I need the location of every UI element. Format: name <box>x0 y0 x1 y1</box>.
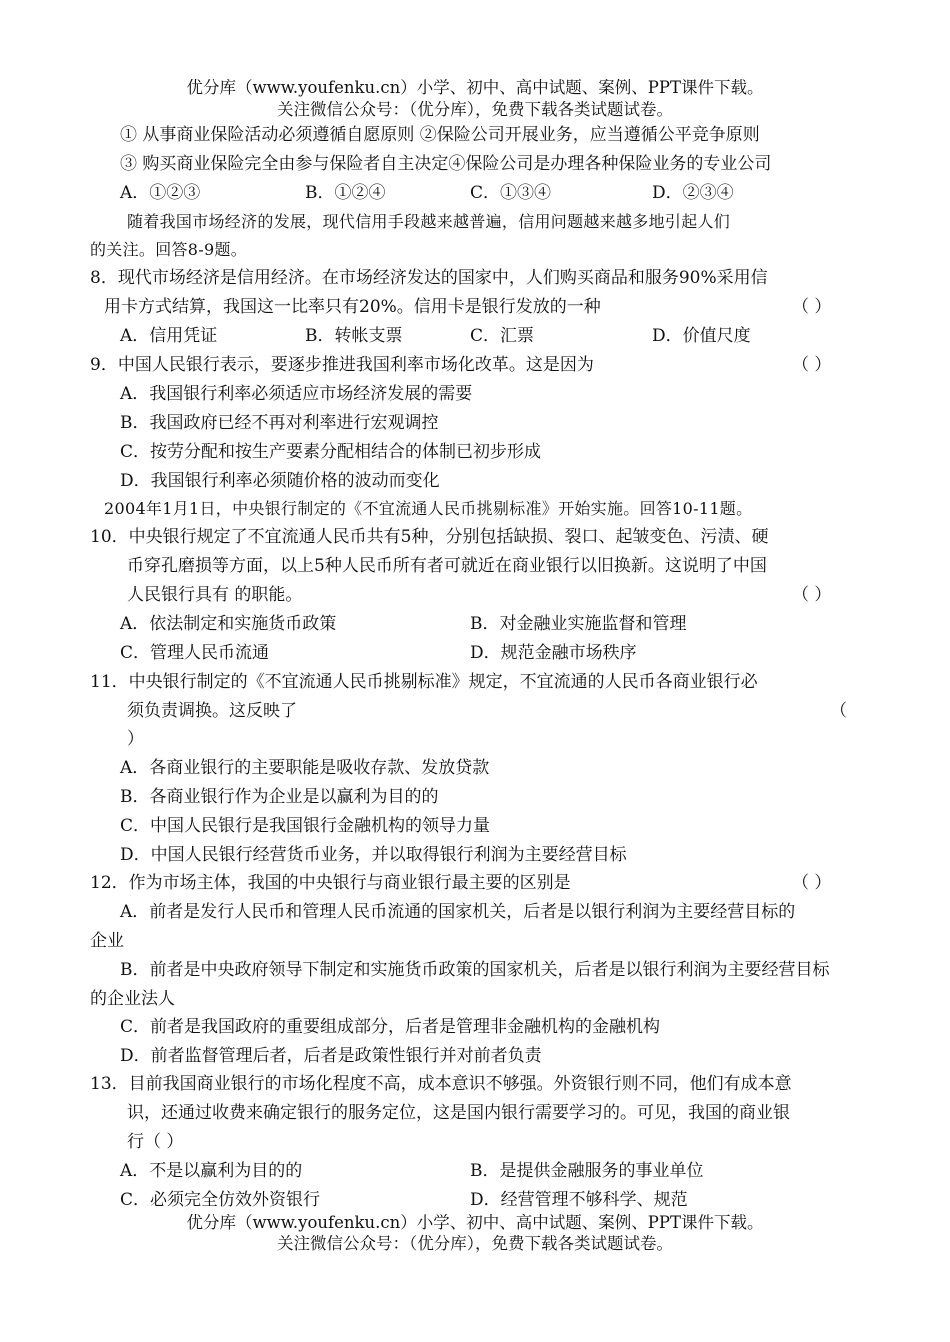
q7-option-d: D．②③④ <box>652 183 734 203</box>
q7-option-c: C．①③④ <box>470 183 552 203</box>
q12-option-b-line-2: 的企业法人 <box>90 989 175 1009</box>
q8-answer-paren: （ ） <box>792 297 832 317</box>
q13-option-a: A．不是以赢利为目的的 <box>120 1161 303 1181</box>
q9-option-c: C．按劳分配和按生产要素分配相结合的体制已初步形成 <box>120 442 542 462</box>
q11-option-a: A．各商业银行的主要职能是吸收存款、发放贷款 <box>120 758 490 778</box>
q13-stem-line-1: 13．目前我国商业银行的市场化程度不高，成本意识不够强。外资银行则不同，他们有成本意 <box>90 1074 792 1094</box>
q10-option-d: D．规范金融市场秩序 <box>470 643 637 663</box>
q9-answer-paren: （ ） <box>792 355 832 375</box>
q11-answer-paren-close: ） <box>127 729 144 749</box>
q13-option-d: D．经营管理不够科学、规范 <box>470 1190 688 1210</box>
q12-option-a-line-2: 企业 <box>90 931 124 951</box>
q9-option-d: D．我国银行利率必须随价格的波动而变化 <box>120 471 440 491</box>
q13-option-c: C．必须完全仿效外资银行 <box>120 1190 321 1210</box>
q12-option-b-line-1: B．前者是中央政府领导下制定和实施货币政策的国家机关，后者是以银行利润为主要经营目标 <box>120 960 830 980</box>
q8-stem-line-2: 用卡方式结算，我国这一比率只有20%。信用卡是银行发放的一种 <box>104 297 601 317</box>
q12-stem: 12．作为市场主体，我国的中央银行与商业银行最主要的区别是 <box>90 873 571 893</box>
q13-option-b: B．是提供金融服务的事业单位 <box>470 1161 704 1181</box>
q9-stem: 9．中国人民银行表示，要逐步推进我国利率市场化改革。这是因为 <box>90 355 594 375</box>
q12-answer-paren: （ ） <box>792 873 832 893</box>
q8-stem-line-1: 8．现代市场经济是信用经济。在市场经济发达的国家中，人们购买商品和服务90%采用信 <box>90 268 768 288</box>
q8-option-d: D．价值尺度 <box>652 326 751 346</box>
q10-option-c: C．管理人民币流通 <box>120 643 270 663</box>
q8-option-b: B．转帐支票 <box>305 326 403 346</box>
q10-stem-line-2: 币穿孔磨损等方面，以上5种人民币所有者可就近在商业银行以旧换新。这说明了中国 <box>127 556 767 576</box>
footer-line-1: 优分库（www.youfenku.cn）小学、初中、高中试题、案例、PPT课件下载。 <box>186 1213 764 1232</box>
intro-8-9-line-1: 随着我国市场经济的发展，现代信用手段越来越普遍，信用问题越来越多地引起人们 <box>127 212 731 231</box>
q8-option-c: C．汇票 <box>470 326 535 346</box>
header-line-1: 优分库（www.youfenku.cn）小学、初中、高中试题、案例、PPT课件下载。 <box>186 78 764 97</box>
q8-option-a: A．信用凭证 <box>120 326 218 346</box>
q12-option-c: C．前者是我国政府的重要组成部分，后者是管理非金融机构的金融机构 <box>120 1017 661 1037</box>
q9-option-a: A．我国银行利率必须适应市场经济发展的需要 <box>120 384 473 404</box>
q9-option-b: B．我国政府已经不再对利率进行宏观调控 <box>120 413 439 433</box>
q10-option-a: A．依法制定和实施货币政策 <box>120 614 337 634</box>
intro-8-9-line-2: 的关注。回答8-9题。 <box>90 240 248 259</box>
q11-option-d: D．中国人民银行经营货币业务，并以取得银行利润为主要经营目标 <box>120 845 627 865</box>
header-line-2: 关注微信公众号：（优分库），免费下载各类试题试卷。 <box>277 100 673 119</box>
q11-option-c: C．中国人民银行是我国银行金融机构的领导力量 <box>120 816 491 836</box>
q11-stem-line-1: 11．中央银行制定的《不宜流通人民币挑剔标准》规定，不宜流通的人民币各商业银行必 <box>90 672 758 692</box>
q7-option-a: A．①②③ <box>120 183 201 203</box>
q12-option-a-line-1: A．前者是发行人民币和管理人民币流通的国家机关，后者是以银行利润为主要经营目标的 <box>120 902 796 922</box>
q12-option-d: D．前者监督管理后者，后者是政策性银行并对前者负责 <box>120 1046 542 1066</box>
q11-option-b: B．各商业银行作为企业是以赢利为目的的 <box>120 787 439 807</box>
q7-statement-2: ③ 购买商业保险完全由参与保险者自主决定④保险公司是办理各种保险业务的专业公司 <box>120 154 772 174</box>
footer-line-2: 关注微信公众号：（优分库），免费下载各类试题试卷。 <box>277 1234 673 1253</box>
intro-10-11: 2004年1月1日，中央银行制定的《不宜流通人民币挑剔标准》开始实施。回答10-11题。 <box>104 499 753 518</box>
q10-stem-line-3: 人民银行具有 的职能。 <box>127 585 303 605</box>
q11-answer-paren-open: （ <box>830 701 847 721</box>
q7-option-b: B．①②④ <box>305 183 386 203</box>
q11-stem-line-2: 须负责调换。这反映了 <box>127 701 297 721</box>
q10-option-b: B．对金融业实施监督和管理 <box>470 614 687 634</box>
q13-stem-line-2: 识，还通过收费来确定银行的服务定位，这是国内银行需要学习的。可见，我国的商业银 <box>127 1103 790 1123</box>
q10-answer-paren: （ ） <box>792 585 832 605</box>
q10-stem-line-1: 10．中央银行规定了不宜流通人民币共有5种，分别包括缺损、裂口、起皱变色、污渍、硬 <box>90 527 769 547</box>
q7-statement-1: ① 从事商业保险活动必须遵循自愿原则 ②保险公司开展业务，应当遵循公平竞争原则 <box>120 125 760 145</box>
q13-stem-line-3: 行（ ） <box>127 1132 184 1152</box>
